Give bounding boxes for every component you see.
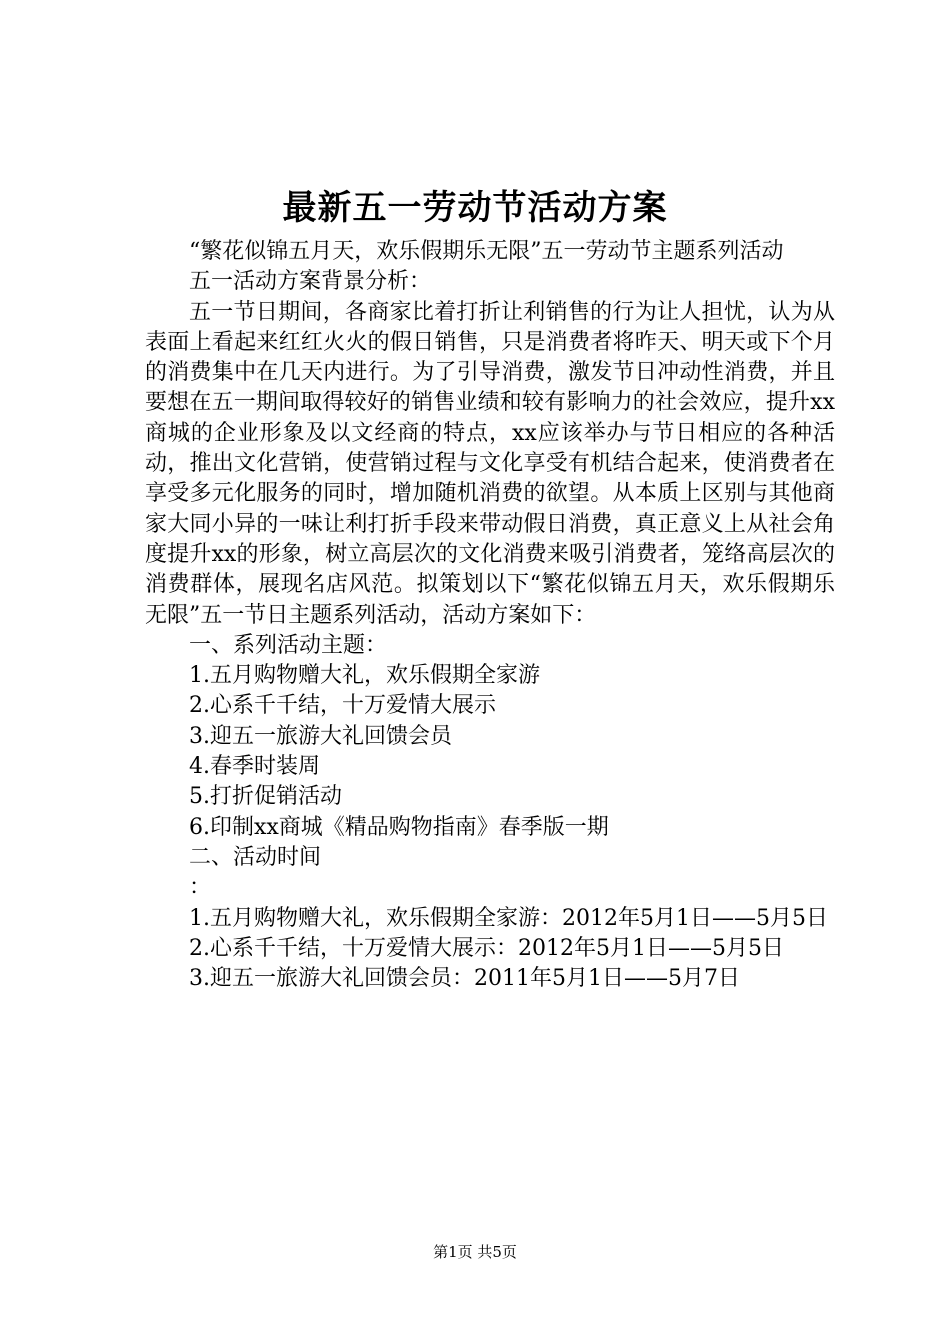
list-item: 5.打折促销活动 xyxy=(189,784,342,810)
list-item: 2.心系千千结，十万爱情大展示 xyxy=(189,693,496,719)
page-footer: 第1页 共5页 xyxy=(433,1243,517,1261)
list-item: 3.迎五一旅游大礼回馈会员 xyxy=(189,723,452,749)
paragraph-background-heading: 五一活动方案背景分析： xyxy=(189,269,432,295)
document-body xyxy=(145,237,835,994)
list-item: 4.春季时装周 xyxy=(189,754,320,780)
list-item: 1.五月购物赠大礼，欢乐假期全家游：2012年5月1日——5月5日 xyxy=(189,905,828,931)
paragraph-section-two-heading: 二、活动时间 xyxy=(189,844,322,870)
paragraph-intro: “繁花似锦五月天，欢乐假期乐无限”五一劳动节主题系列活动 xyxy=(189,239,784,264)
paragraph-section-one-heading: 一、系列活动主题： xyxy=(189,632,388,658)
paragraph-background: 五一节日期间，各商家比着打折让利销售的行为让人担忧，认为从表面上看起来红红火火的假日销售，只是消费者将昨天、明天或下个月的消费集中在几天内进行。为了引导消费，激发节日冲动性消费，并且要想在五一期间取得较好的销售业绩和较有影响力的社会效应，提升xx商城的企业形象及以文经商的特点，xx应该举办与节日相应的各种活动，推出文化营销，使营销过程与文化享受有机结合起来，使消费者在享受多元化服务的同时，增加随机消费的欲望。从本质上区别与其他商家大同小异的一味让利打折手段来带动假日消费，真正意义上从社会角度提升xx的形象，树立高层次的文化消费来吸引消费者，笼络高层次的消费群体，展现名店风范。拟策划以下“繁花似锦五月天，欢乐假期乐无限”五一节日主题系列活动，活动方案如下： xyxy=(145,299,835,628)
list-item: 1.五月购物赠大礼，欢乐假期全家游 xyxy=(189,663,540,689)
paragraph-colon: ： xyxy=(189,875,212,901)
list-item: 6.印制xx商城《精品购物指南》春季版一期 xyxy=(189,814,609,840)
list-item: 2.心系千千结，十万爱情大展示：2012年5月1日——5月5日 xyxy=(189,935,784,961)
list-item: 3.迎五一旅游大礼回馈会员：2011年5月1日——5月7日 xyxy=(189,966,740,992)
document-title: 最新五一劳动节活动方案 xyxy=(282,188,668,228)
